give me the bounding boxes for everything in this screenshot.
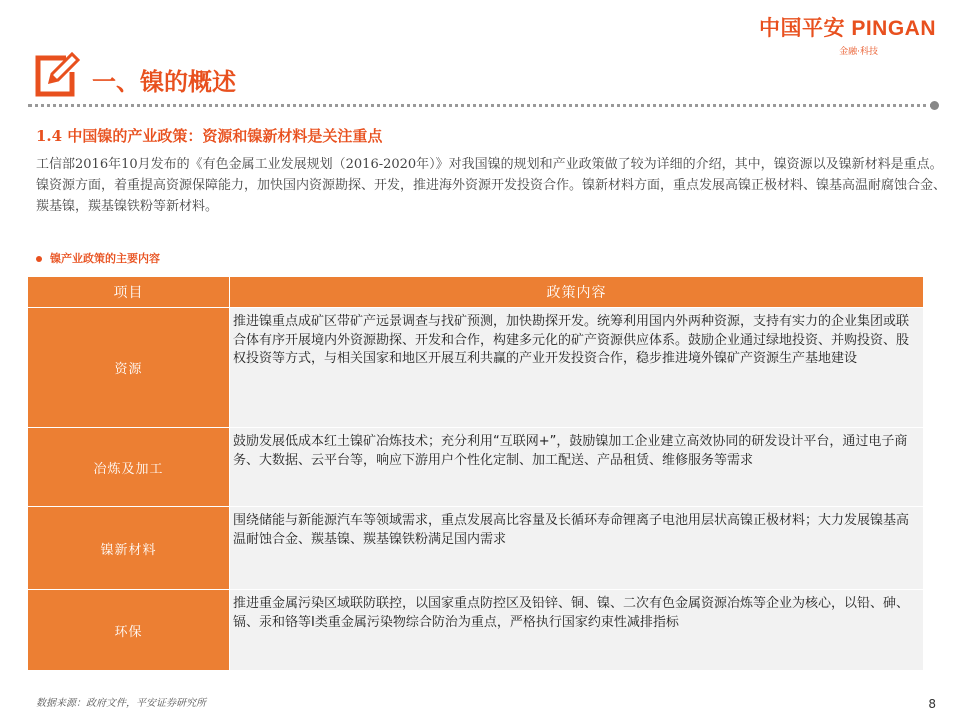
row-content: 推进重金属污染区域联防联控，以国家重点防控区及铅锌、铜、镍、二次有色金属资源冶炼等企业为核心，以铅、砷、镉、汞和铬等Ⅰ类重金属污染物综合防治为重点，严格执行国家约束性减排指标 bbox=[230, 590, 924, 671]
logo-main-text: 中国平安 PINGAN bbox=[758, 17, 936, 40]
table-row bbox=[28, 308, 924, 428]
column-header-policy: 政策内容 bbox=[230, 277, 924, 308]
table-row bbox=[28, 428, 924, 507]
section-title: 一、镍的概述 bbox=[92, 67, 236, 96]
logo-tagline: 金融·科技 bbox=[839, 47, 878, 57]
row-category: 环保 bbox=[28, 590, 230, 671]
divider-end-dot bbox=[930, 101, 939, 110]
table-caption-text: 镍产业政策的主要内容 bbox=[50, 252, 160, 265]
row-category: 冶炼及加工 bbox=[28, 428, 230, 507]
table-header-row bbox=[28, 277, 924, 308]
intro-paragraph: 工信部2016年10月发布的《有色金属工业发展规划（2016-2020年）》对我国镍的规划和产业政策做了较为详细的介绍，其中，镍资源以及镍新材料是重点。镍资源方面，着重提高资源保障能力，加快国内资源勘探、开发，推进海外资源开发投资合作。镍新材料方面，重点发展高镍正极材料、镍基高温耐腐蚀合金、羰基镍，羰基镍铁粉等新材料。 bbox=[36, 157, 947, 214]
data-source-note: 数据来源：政府文件，平安证券研究所 bbox=[36, 698, 206, 709]
table-row bbox=[28, 590, 924, 671]
brand-logo bbox=[759, 12, 936, 57]
bullet-icon bbox=[36, 256, 42, 262]
subheading: 1.4 中国镍的产业政策：资源和镍新材料是关注重点 bbox=[36, 127, 383, 145]
column-header-item: 项目 bbox=[28, 277, 230, 308]
row-category: 镍新材料 bbox=[28, 507, 230, 590]
pencil-box-icon bbox=[32, 50, 80, 98]
row-content: 推进镍重点成矿区带矿产远景调查与找矿预测，加快勘探开发。统筹利用国内外两种资源，支持有实力的企业集团或联合体有序开展境内外资源勘探、开发和合作，构建多元化的矿产资源供应体系。鼓励企业通过绿地投资、并购投资、股权投资等方式，与相关国家和地区开展互利共赢的产业开发投资合作，稳步推进境外镍矿产资源生产基地建设 bbox=[230, 308, 924, 428]
row-category: 资源 bbox=[28, 308, 230, 428]
row-content: 鼓励发展低成本红土镍矿冶炼技术；充分利用“互联网+”，鼓励镍加工企业建立高效协同的研发设计平台，通过电子商务、大数据、云平台等，响应下游用户个性化定制、加工配送、产品租赁、维修服务等需求 bbox=[230, 428, 924, 507]
table-row bbox=[28, 507, 924, 590]
title-divider bbox=[28, 104, 934, 107]
row-content: 围绕储能与新能源汽车等领域需求，重点发展高比容量及长循环寿命锂离子电池用层状高镍正极材料；大力发展镍基高温耐蚀合金、羰基镍、羰基镍铁粉满足国内需求 bbox=[230, 507, 924, 590]
policy-table bbox=[27, 276, 924, 671]
table-caption bbox=[36, 250, 160, 266]
page-number: 8 bbox=[928, 697, 936, 711]
